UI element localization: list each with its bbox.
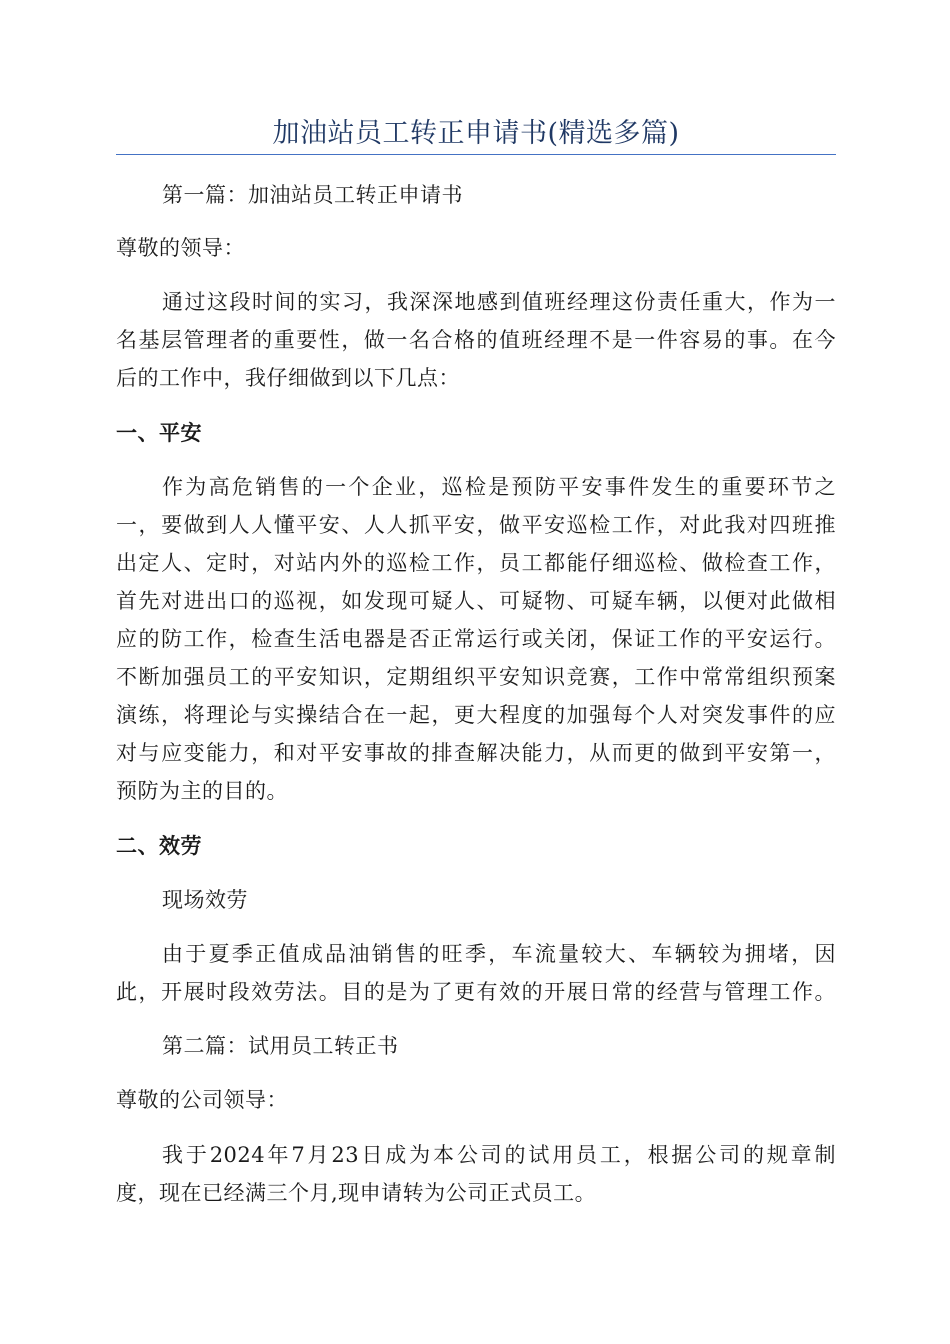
safety-line-4: 首先对进出口的巡视，如发现可疑人、可疑物、可疑车辆，以便对此做相 — [116, 589, 836, 613]
intro-line-1: 通过这段时间的实习，我深深地感到值班经理这份责任重大，作为一 — [162, 290, 836, 314]
salutation-1: 尊敬的领导： — [116, 236, 245, 260]
safety-line-2: 一，要做到人人懂平安、人人抓平安，做平安巡检工作，对此我对四班推 — [116, 513, 836, 537]
intro-line-3: 后的工作中，我仔细做到以下几点： — [116, 366, 460, 390]
title-underline — [116, 154, 836, 155]
heading-safety: 一、平安 — [116, 420, 202, 445]
section2-line-1: 我于2024年7月23日成为本公司的试用员工，根据公司的规章制 — [162, 1143, 836, 1167]
salutation-2: 尊敬的公司领导： — [116, 1088, 288, 1112]
section1-heading: 第一篇：加油站员工转正申请书 — [162, 183, 463, 207]
safety-line-1: 作为高危销售的一个企业，巡检是预防平安事件发生的重要环节之 — [162, 475, 836, 499]
safety-line-7: 演练，将理论与实操结合在一起，更大程度的加强每个人对突发事件的应 — [116, 703, 836, 727]
service-line-1: 由于夏季正值成品油销售的旺季，车流量较大、车辆较为拥堵，因 — [162, 942, 836, 966]
safety-line-6: 不断加强员工的平安知识，定期组织平安知识竞赛，工作中常常组织预案 — [116, 665, 836, 689]
safety-line-9: 预防为主的目的。 — [116, 779, 288, 803]
document-title: 加油站员工转正申请书(精选多篇) — [272, 118, 680, 149]
service-line-2: 此，开展时段效劳法。目的是为了更有效的开展日常的经营与管理工作。 — [116, 980, 836, 1004]
safety-line-5: 应的防工作，检查生活电器是否正常运行或关闭，保证工作的平安运行。 — [116, 627, 836, 651]
intro-line-2: 名基层管理者的重要性，做一名合格的值班经理不是一件容易的事。在今 — [116, 328, 836, 352]
safety-line-3: 出定人、定时，对站内外的巡检工作，员工都能仔细巡检、做检查工作， — [116, 551, 836, 575]
service-subheading: 现场效劳 — [162, 888, 248, 912]
section2-heading: 第二篇：试用员工转正书 — [162, 1034, 399, 1058]
safety-line-8: 对与应变能力，和对平安事故的排查解决能力，从而更的做到平安第一， — [116, 741, 836, 765]
heading-service: 二、效劳 — [116, 833, 202, 858]
section2-line-2: 度，现在已经满三个月,现申请转为公司正式员工。 — [116, 1181, 597, 1205]
